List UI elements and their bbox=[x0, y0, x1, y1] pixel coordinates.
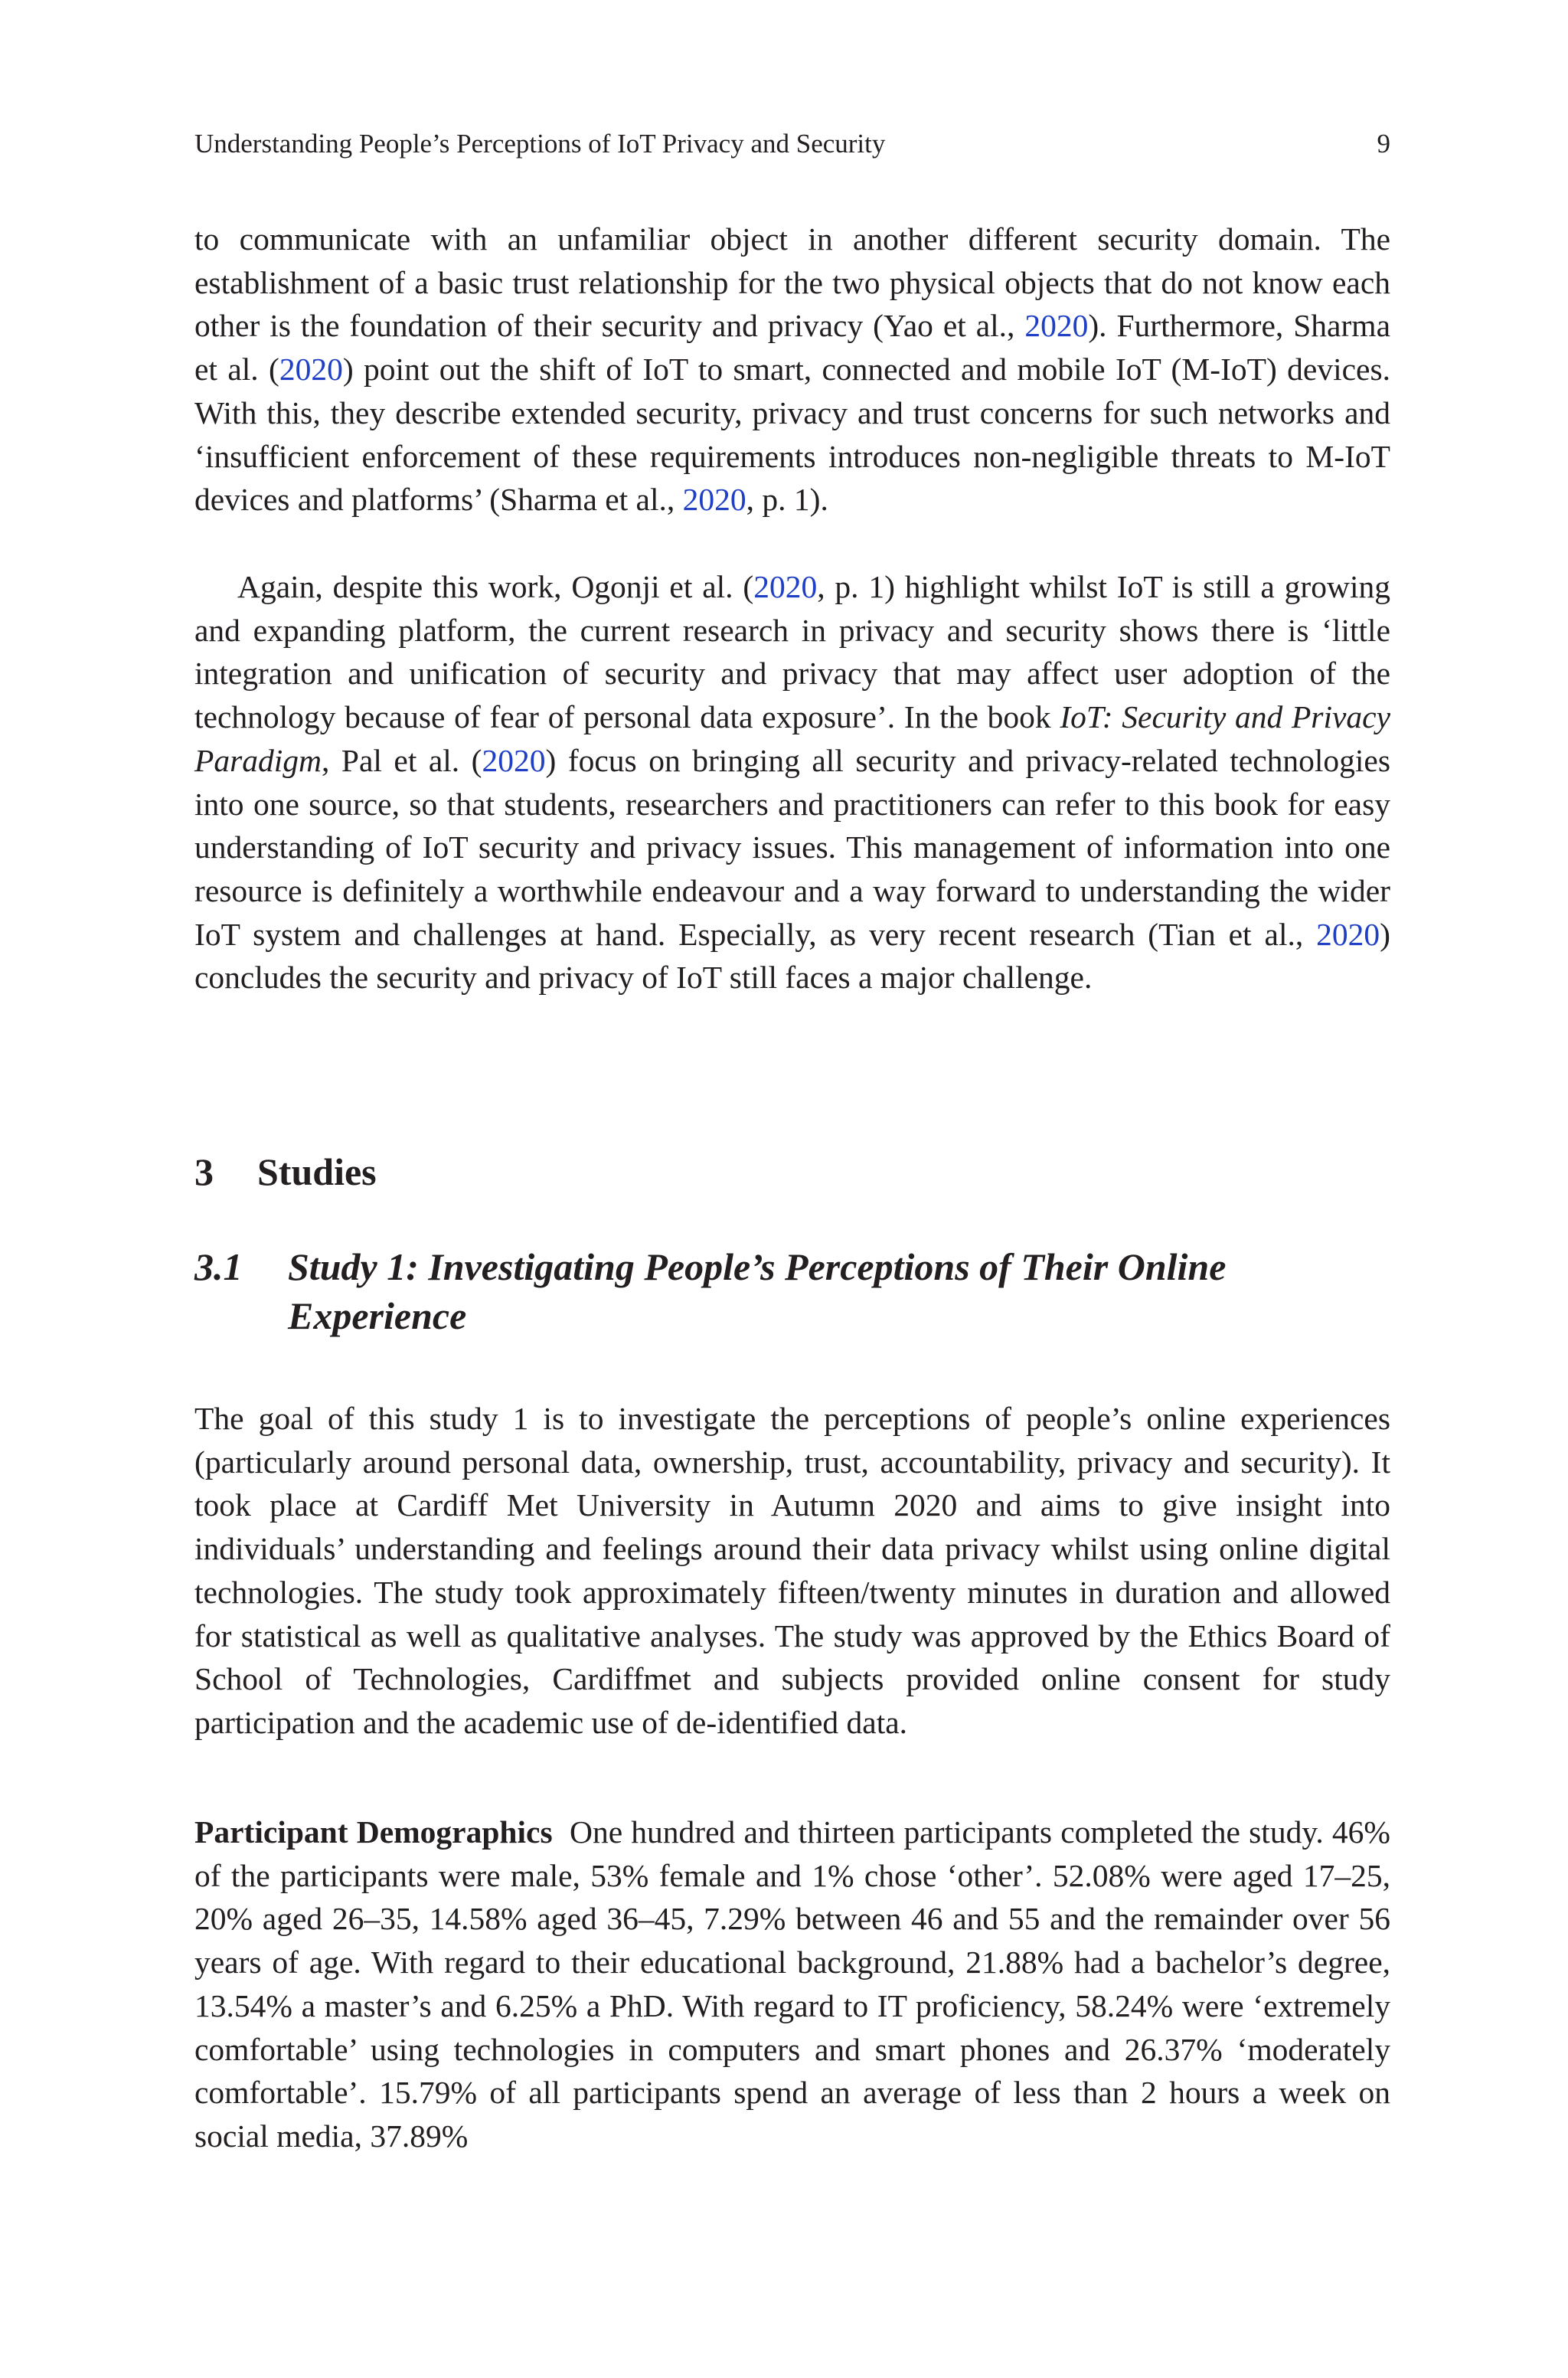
paragraph-participant-demographics bbox=[194, 1810, 1390, 2158]
running-head bbox=[194, 127, 1390, 161]
text-run: ) concludes the security and privacy of IoT still faces a major challenge. bbox=[194, 916, 1390, 996]
text-run: ). Furthermore, Sharma et al. ( bbox=[194, 308, 1390, 388]
section-title: Studies bbox=[257, 1150, 377, 1193]
paragraph-iot-growth bbox=[194, 565, 1390, 999]
page-number: 9 bbox=[1377, 129, 1390, 159]
citation-link[interactable]: 2020 bbox=[1316, 916, 1380, 952]
citation-link[interactable]: 2020 bbox=[279, 352, 343, 388]
citation-link[interactable]: 2020 bbox=[682, 482, 746, 518]
section-number: 3 bbox=[194, 1150, 214, 1193]
citation-link[interactable]: 2020 bbox=[482, 742, 546, 778]
section-heading bbox=[194, 1149, 377, 1195]
running-head-title: Understanding People’s Perceptions of IoT Privacy and Security bbox=[194, 129, 886, 159]
runin-heading: Participant Demographics bbox=[194, 1814, 553, 1850]
book-title: IoT: Security and Privacy Paradigm bbox=[194, 699, 1390, 778]
text-run: to communicate with an unfamiliar object in another different security domain. The establishment of a basic trust relationship for the two physical objects that do not know each other is the foundation of their security and privacy (Yao et al., bbox=[194, 221, 1390, 344]
text-run: One hundred and thirteen participants completed the study. 46% of the participants were male, 53% female and 1% chose ‘other’. 52.08% were aged 17–25, 20% aged 26–35, 14.58% aged 36–45, 7.29% between 46 and 55 and the remainder over 56 years of age. With regard to their educational background, 21.88% had a bachelor’s degree, 13.54% a master’s and 6.25% a PhD. With regard to IT proficiency, 58.24% were ‘extremely comfortable’ using technologies in computers and smart phones and 26.37% ‘moderately comfortable’. 15.79% of all participants spend an average of less than 2 hours a week on social media, 37.89% bbox=[194, 1814, 1390, 2154]
subsection-title: Study 1: Investigating People’s Perceptions of Their Online Experience bbox=[288, 1245, 1227, 1337]
text-run: ) point out the shift of IoT to smart, connected and mobile IoT (M-IoT) devices. With this, they describe extended security, privacy and trust concerns for such networks and ‘insufficient enforcement of these requirements introduces non-negligible threats to M-IoT devices and platforms’ (Sharma et al., bbox=[194, 352, 1390, 518]
text-run: , p. 1) highlight whilst IoT is still a growing and expanding platform, the current research in privacy and security shows there is ‘little integration and unification of security and privacy that may affect user adoption of the technology because of fear of personal data exposure’. In the book bbox=[194, 569, 1390, 735]
subsection-heading bbox=[194, 1242, 1390, 1340]
text-run: Again, despite this work, Ogonji et al. ( bbox=[237, 569, 754, 604]
subsection-number: 3.1 bbox=[194, 1245, 243, 1288]
text-run: ) focus on bringing all security and privacy-related technologies into one source, so that students, researchers and practitioners can refer to this book for easy understanding of IoT security and privacy issues. This management of information into one resource is definitely a worthwhile endeavour and a way forward to understanding the wider IoT system and challenges at hand. Especially, as very recent research (Tian et al., bbox=[194, 742, 1390, 952]
text-run: , p. 1). bbox=[746, 482, 828, 518]
citation-link[interactable]: 2020 bbox=[1024, 308, 1089, 344]
citation-link[interactable]: 2020 bbox=[753, 569, 818, 604]
text-run: , Pal et al. ( bbox=[322, 742, 482, 778]
paragraph-study-goal: The goal of this study 1 is to investigate the perceptions of people’s online experiences (particularly around personal data, ownership, trust, accountability, privacy and security). It took place at Cardiff Met University in Autumn 2020 and aims to give insight into individuals’ understanding and feelings around their data privacy whilst using online digital technologies. The study took approximately fifteen/twenty minutes in duration and allowed for statistical as well as qualitative analyses. The study was approved by the Ethics Board of School of Technologies, Cardiffmet and subjects provided online consent for study participation and the academic use of de-identified data. bbox=[194, 1401, 1390, 1740]
paragraph-trust-relationship bbox=[194, 218, 1390, 522]
